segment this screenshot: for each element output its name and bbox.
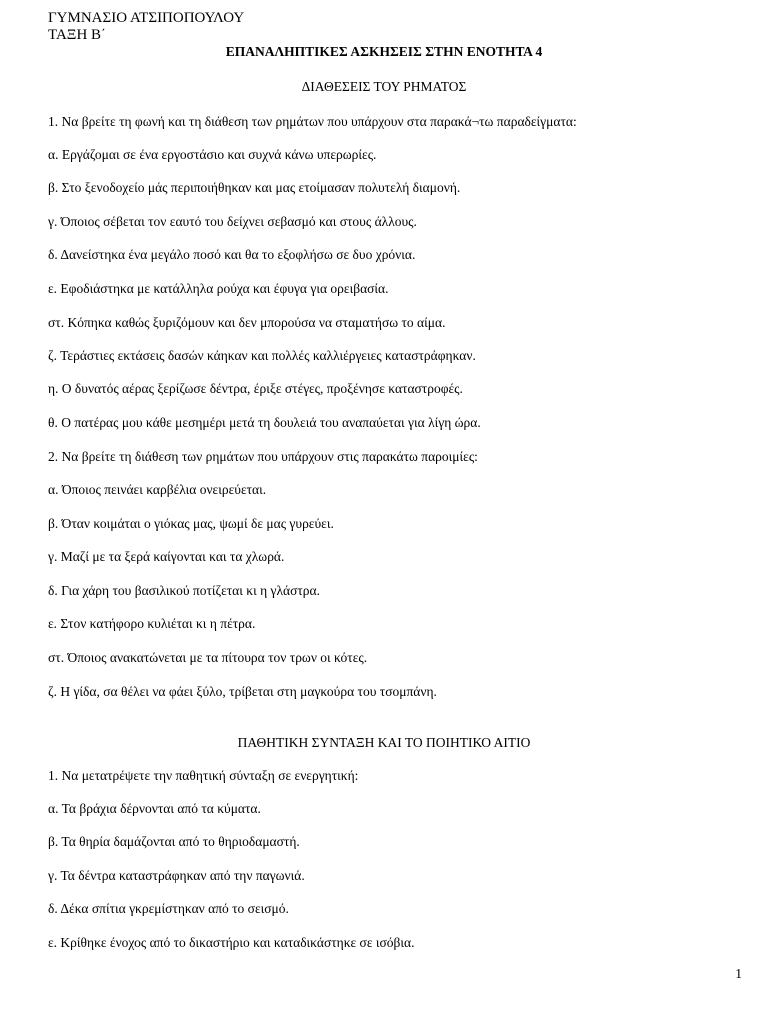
exercise-item: α. Εργάζομαι σε ένα εργοστάσιο και συχνά κάνω υπερωρίες. (48, 147, 377, 162)
exercise-item: ζ. Τεράστιες εκτάσεις δασών κάηκαν και πολλές καλλιέργειες καταστράφηκαν. (48, 348, 476, 363)
proverb-item: ζ. Η γίδα, σα θέλει να φάει ξύλο, τρίβεται στη μαγκούρα του τσομπάνη. (48, 684, 437, 699)
class-label: ΤΑΞΗ Β΄ (48, 27, 107, 43)
exercise-1-prompt: 1. Να μετατρέψετε την παθητική σύνταξη σε ενεργητική: (48, 768, 359, 783)
document-title: ΕΠΑΝΑΛΗΠΤΙΚΕΣ ΑΣΚΗΣΕΙΣ ΣΤΗΝ ΕΝΟΤΗΤΑ 4 (225, 44, 543, 59)
section-heading-verb-voice: ΔΙΑΘΕΣΕΙΣ ΤΟΥ ΡΗΜΑΤΟΣ (301, 79, 467, 94)
exercise-item: θ. Ο πατέρας μου κάθε μεσημέρι μετά τη δουλειά του αναπαύεται για λίγη ώρα. (48, 415, 481, 430)
exercise-item: γ. Όποιος σέβεται τον εαυτό του δείχνει σεβασμό και στους άλλους. (48, 214, 417, 229)
exercise-1-prompt: 1. Να βρείτε τη φωνή και τη διάθεση των ρημάτων που υπάρχουν στα παρακά¬τω παραδείγματα: (48, 114, 577, 129)
exercise-item: η. Ο δυνατός αέρας ξερίζωσε δέντρα, έριξε στέγες, προξένησε καταστροφές. (48, 381, 463, 396)
proverb-item: β. Όταν κοιμάται ο γιόκας μας, ψωμί δε μας γυρεύει. (48, 516, 334, 531)
exercise-item: β. Στο ξενοδοχείο μάς περιποιήθηκαν και μας ετοίμασαν πολυτελή διαμονή. (48, 180, 461, 195)
proverb-item: ε. Στον κατήφορο κυλιέται κι η πέτρα. (48, 616, 256, 631)
proverb-item: α. Όποιος πεινάει καρβέλια ονειρεύεται. (48, 482, 267, 497)
exercise-2-prompt: 2. Να βρείτε τη διάθεση των ρημάτων που υπάρχουν στις παρακάτω παροιμίες: (48, 449, 478, 464)
exercise-item: β. Τα θηρία δαμάζονται από το θηριοδαμαστή. (48, 834, 300, 849)
exercise-item: γ. Τα δέντρα καταστράφηκαν από την παγωνιά. (48, 868, 305, 883)
exercise-item: δ. Δέκα σπίτια γκρεμίστηκαν από το σεισμό. (48, 901, 289, 916)
exercise-item: στ. Κόπηκα καθώς ξυριζόμουν και δεν μπορούσα να σταματήσω το αίμα. (48, 315, 446, 330)
exercise-item: ε. Εφοδιάστηκα με κατάλληλα ρούχα και έφυγα για ορειβασία. (48, 281, 389, 296)
document-header (48, 10, 244, 44)
school-name: ΓΥΜΝΑΣΙΟ ΑΤΣΙΠΟΠΟΥΛΟΥ (48, 10, 245, 26)
exercise-item: ε. Κρίθηκε ένοχος από το δικαστήριο και καταδικάστηκε σε ισόβια. (48, 935, 415, 950)
exercise-item: α. Τα βράχια δέρνονται από τα κύματα. (48, 801, 261, 816)
section-heading-passive-voice: ΠΑΘΗΤΙΚΗ ΣΥΝΤΑΞΗ ΚΑΙ ΤΟ ΠΟΙΗΤΙΚΟ ΑΙΤΙΟ (237, 735, 531, 750)
proverb-item: δ. Για χάρη του βασιλικού ποτίζεται κι η γλάστρα. (48, 583, 320, 598)
proverb-item: στ. Όποιος ανακατώνεται με τα πίτουρα τον τρων οι κότες. (48, 650, 368, 665)
exercise-item: δ. Δανείστηκα ένα μεγάλο ποσό και θα το εξοφλήσω σε δυο χρόνια. (48, 247, 416, 262)
page-number: 1 (735, 966, 742, 981)
proverb-item: γ. Μαζί με τα ξερά καίγονται και τα χλωρά. (48, 549, 285, 564)
